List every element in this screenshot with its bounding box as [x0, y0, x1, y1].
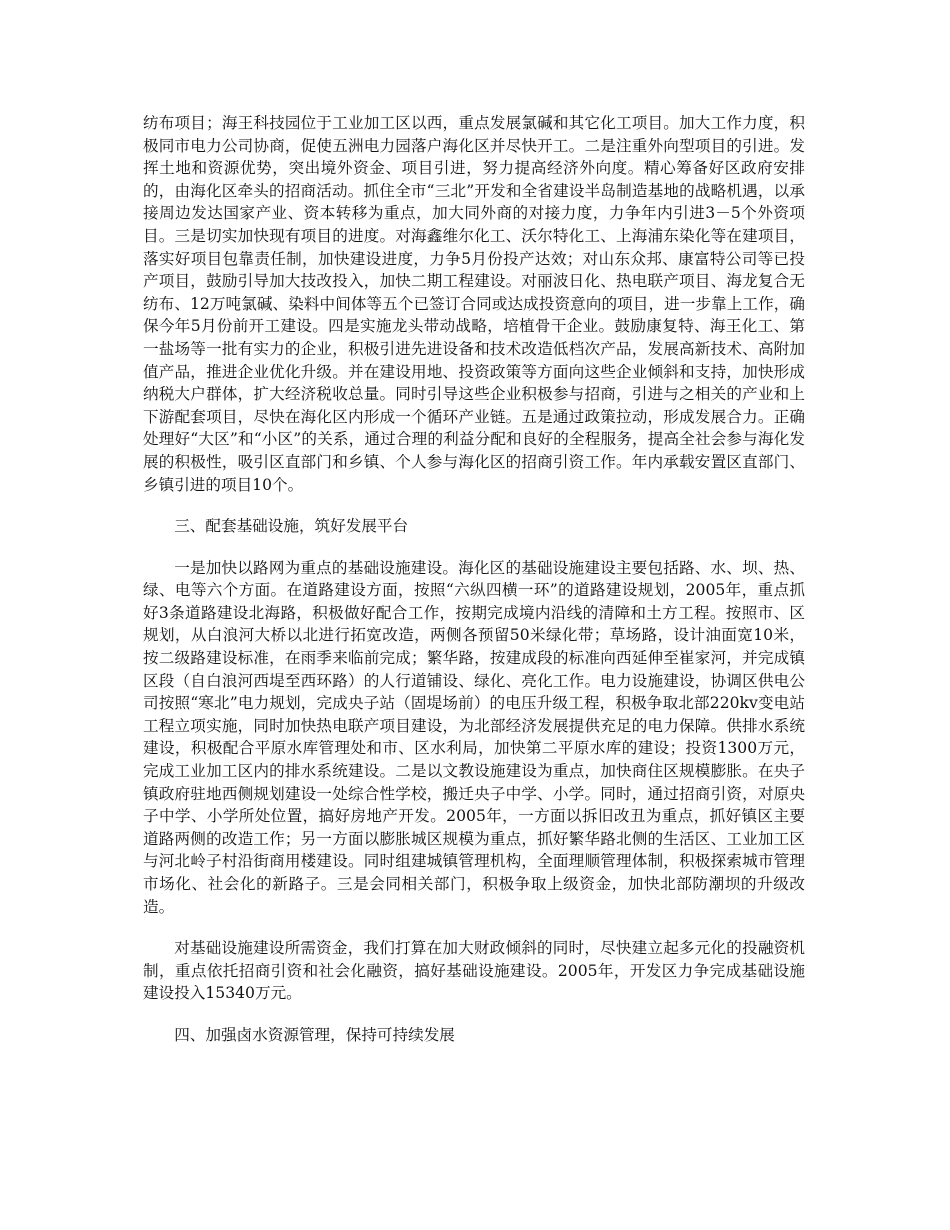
body-paragraph: 对基础设施建设所需资金，我们打算在加大财政倾斜的同时，尽快建立起多元化的投融资机制，重点依托招商引资和社会化融资，搞好基础设施建设。2005年，开发区力争完成基础设施建设投入15340万元。: [143, 939, 805, 1003]
body-paragraph: 一是加快以路网为重点的基础设施建设。海化区的基础设施建设主要包括路、水、坝、热、绿、电等六个方面。在道路建设方面，按照“六纵四横一环”的道路建设规划，2005年，重点抓好3条道路建设北海路，积极做好配合工作，按期完成境内沿线的清障和土方工程。按照市、区规划，从白浪河大桥以北进行拓宽改造，两侧各预留50米绿化带；草场路，设计油面宽10米，按二级路建设标准，在雨季来临前完成；繁华路，按建成段的标准向西延伸至崔家河，并完成镇区段（自白浪河西堤至西环路）的人行道铺设、绿化、亮化工作。电力设施建设，协调区供电公司按照“寒北”电力规划，完成央子站（固堤场前）的电压升级工程，积极争取北部220kv变电站工程立项实施，同时加快热电联产项目建设，为北部经济发展提供充足的电力保障。供排水系统建设，积极配合平原水库管理处和市、区水利局，加快第二平原水库的建设；投资1300万元，完成工业加工区内的排水系统建设。二是以文教设施建设为重点，加快商住区规模膨胀。在央子镇政府驻地西侧规划建设一处综合性学校，搬迁央子中学、小学。同时，通过招商引资，对原央子中学、小学所处位置，搞好房地产开发。2005年，一方面以拆旧改丑为重点，抓好镇区主要道路两侧的改造工作；另一方面以膨胀城区规模为重点，抓好繁华路北侧的生活区、工业加工区与河北岭子村沿街商用楼建设。同时组建城镇管理机构，全面理顺管理体制，积极探索城市管理市场化、社会化的新路子。三是会同相关部门，积极争取上级资金，加快北部防潮坝的升级改造。: [143, 558, 805, 916]
document-page: [143, 112, 805, 1047]
body-paragraph: 纺布项目；海王科技园位于工业加工区以西，重点发展氯碱和其它化工项目。加大工作力度，积极同市电力公司协商，促使五洲电力园落户海化区并尽快开工。二是注重外向型项目的引进。发挥土地和资源优势，突出境外资金、项目引进，努力提高经济外向度。精心筹备好区政府安排的，由海化区牵头的招商活动。抓住全市“三北”开发和全省建设半岛制造基地的战略机遇，以承接周边发达国家产业、资本转移为重点，加大同外商的对接力度，力争年内引进3－5个外资项目。三是切实加快现有项目的进度。对海鑫维尔化工、沃尔特化工、上海浦东染化等在建项目，落实好项目包靠责任制，加快建设进度，力争5月份投产达效；对山东众邦、康富特公司等已投产项目，鼓励引导加大技改投入，加快二期工程建设。对丽波日化、热电联产项目、海龙复合无纺布、12万吨氯碱、染料中间体等五个已签订合同或达成投资意向的项目，进一步靠上工作，确保今年5月份前开工建设。四是实施龙头带动战略，培植骨干企业。鼓励康复特、海王化工、第一盐场等一批有实力的企业，积极引进先进设备和技术改造低档次产品，发展高新技术、高附加值产品，推进企业优化升级。并在建设用地、投资政策等方面向这些企业倾斜和支持，加快形成纳税大户群体，扩大经济税收总量。同时引导这些企业积极参与招商，引进与之相关的产业和上下游配套项目，尽快在海化区内形成一个循环产业链。五是通过政策拉动，形成发展合力。正确处理好“大区”和“小区”的关系，通过合理的利益分配和良好的全程服务，提高全社会参与海化发展的积极性，吸引区直部门和乡镇、个人参与海化区的招商引资工作。年内承载安置区直部门、乡镇引进的项目10个。: [143, 114, 805, 494]
section-heading: 三、配套基础设施，筑好发展平台: [174, 517, 409, 536]
section-heading: 四、加强卤水资源管理，保持可持续发展: [174, 1025, 455, 1044]
